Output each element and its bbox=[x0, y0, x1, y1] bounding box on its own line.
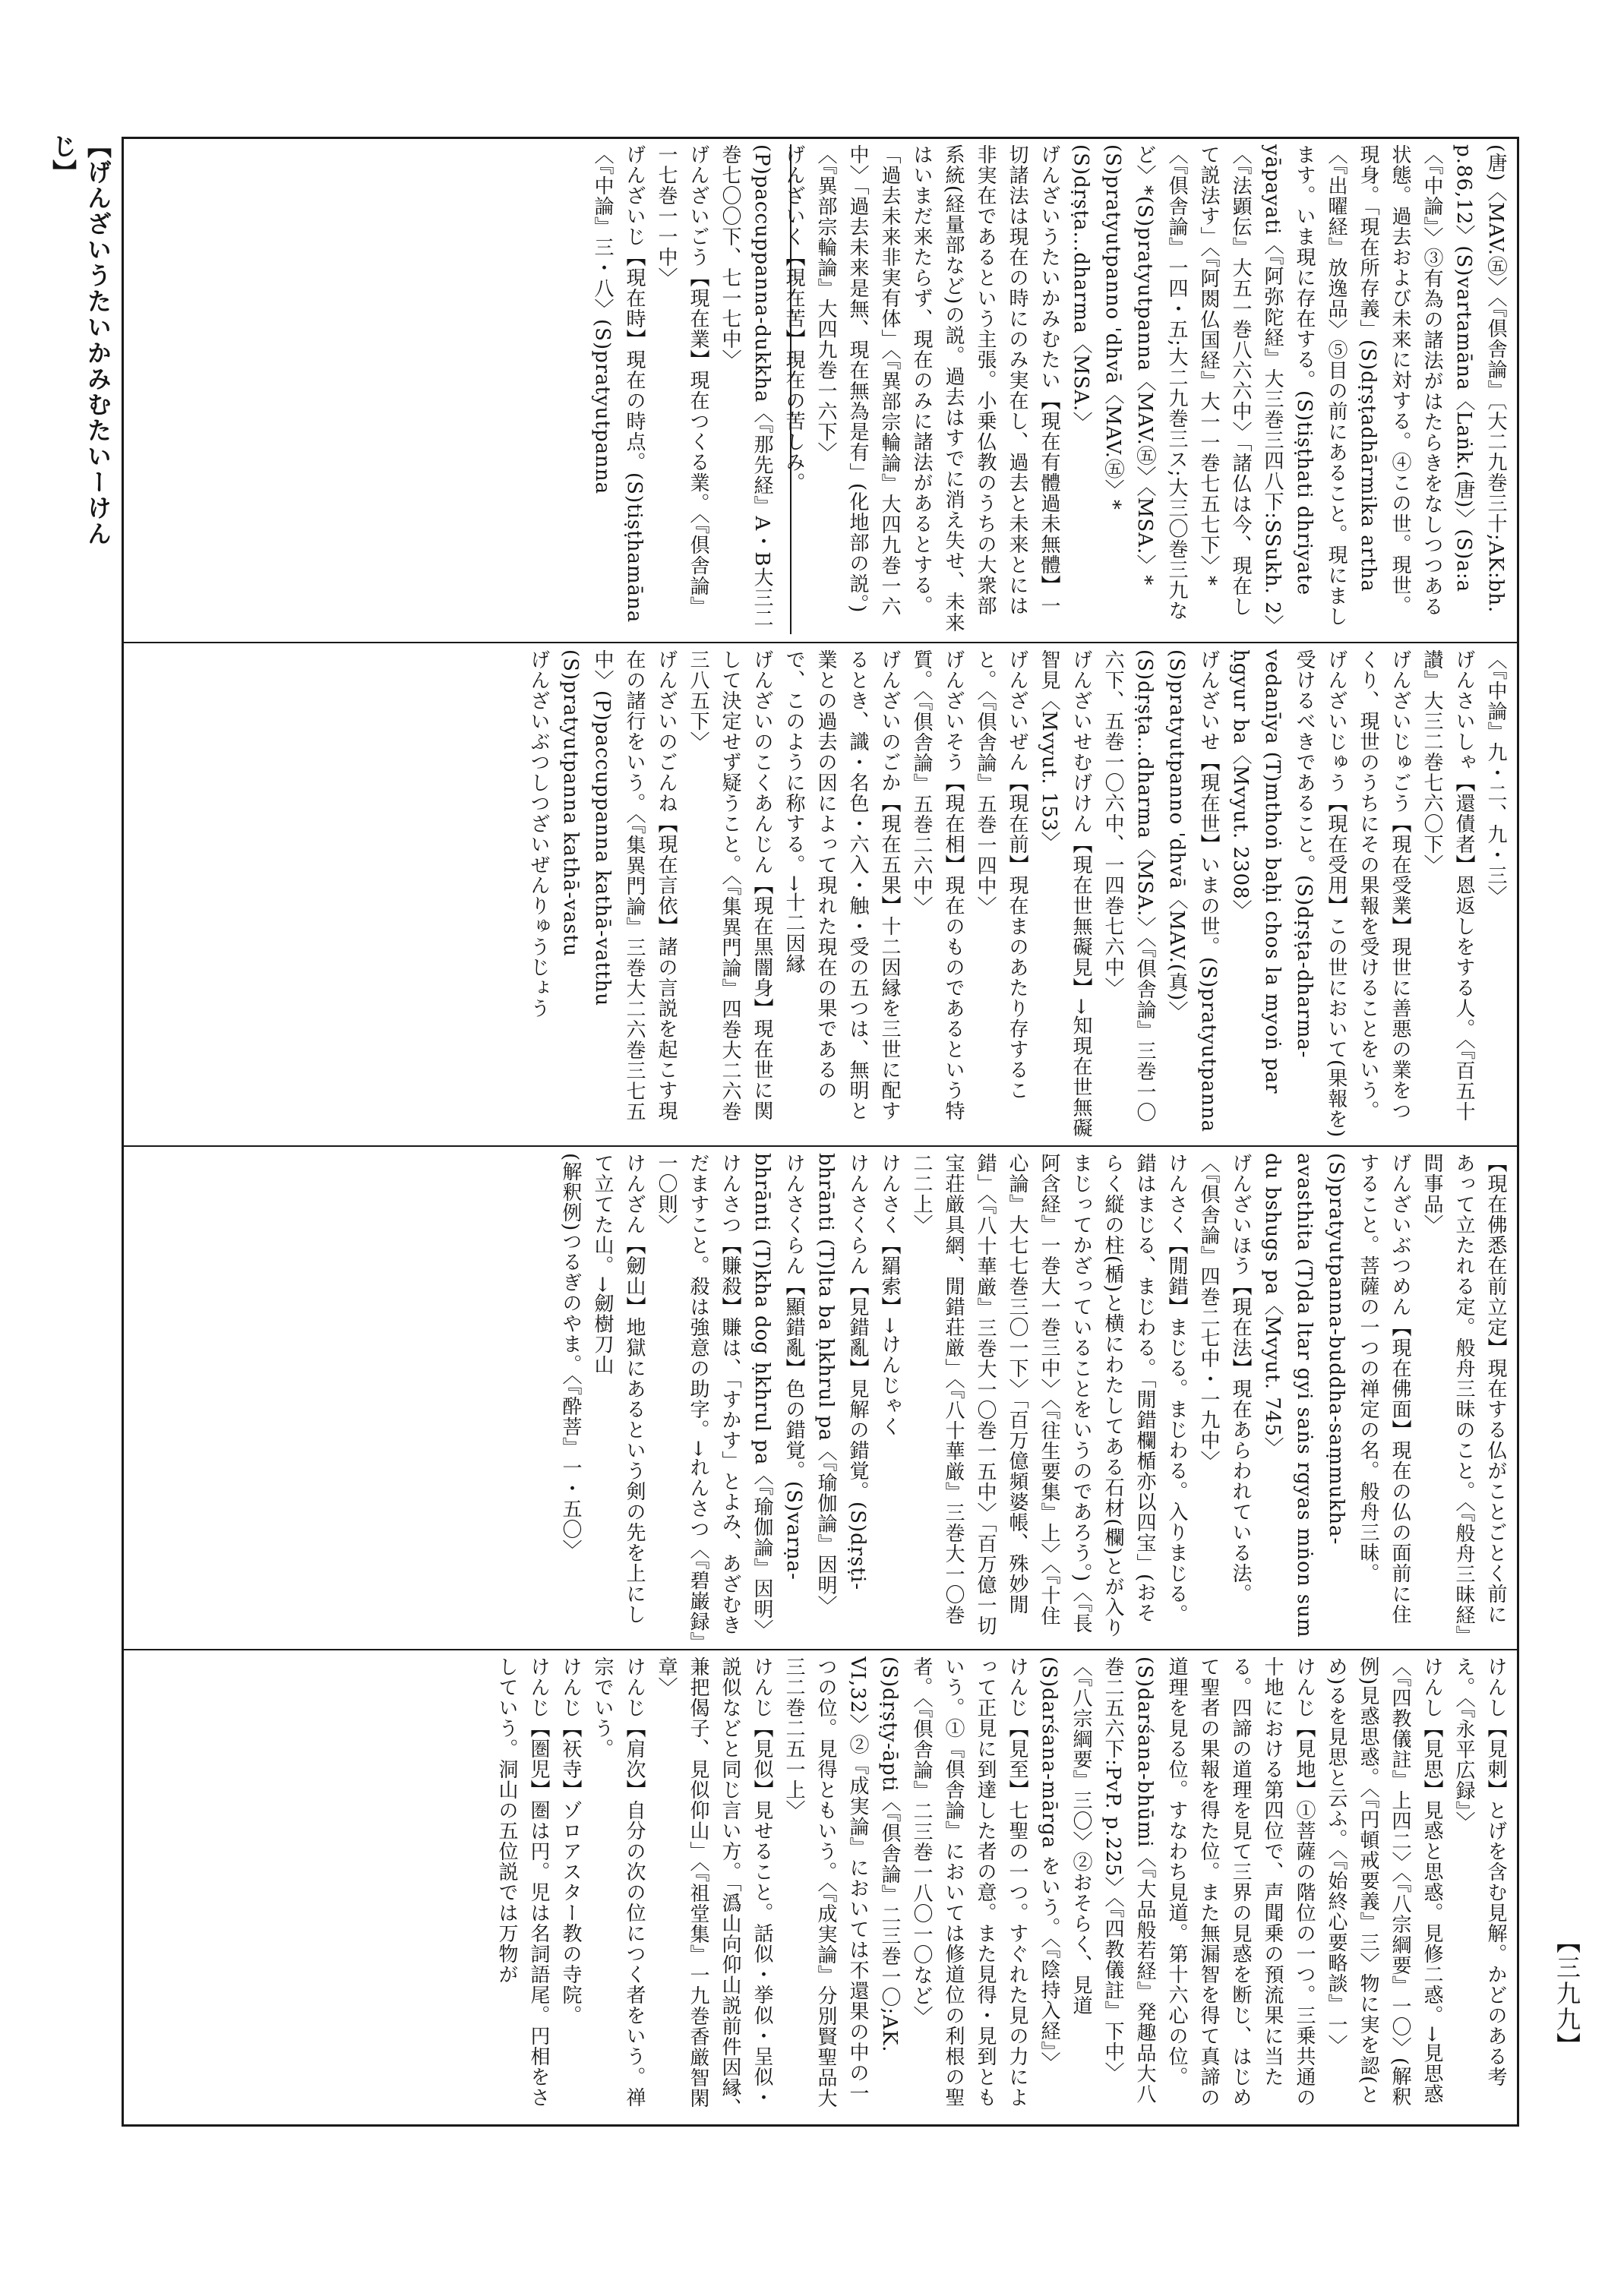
entry-genzaijugou: げんざいじゅごう【現在受業】現世に善悪の業をつくり、現世のうちにその果報を受けることをいう。 bbox=[1357, 649, 1411, 1121]
entry-kenji-3: けんじ【見似】見せること。話似・挙似・呈似・説似などと同じ言い方。「潙山向仰山説前件因縁、兼把偈子、見似仰山」〈『祖堂集』一九巻香厳智閑章〉 bbox=[655, 1656, 773, 2118]
entry-kensaku-1: けんさく【閒錯】まじる。まじわる。入りまじる。錯はまじる、まじわる。「閒錯欄楯亦以四宝」(おそらく縦の柱(楯)と横にわたしてある石材(欄)とが入りまじってかざっていることをいうのであろう。)〈『長阿含経』一巻大一巻三中〉〈『往生要集』上〉〈『十住心論』大七七巻三〇一下〉「百万億頻婆帳、殊妙閒錯」〈『八十華厳』三巻大一〇巻一五中〉「百万億一切宝荘厳具網、閒錯荘厳」〈『八十華厳』三巻大一〇巻二二上〉 bbox=[910, 1153, 1188, 1638]
entry-genzainogoka: げんざいのごか【現在五果】十二因縁を三世に配するとき、識・名色・六入・触・受の五つは、無明と業との過去の因によって現れた現在の果であるので、このように称する。→十二因縁 bbox=[782, 649, 901, 1121]
entry-genzaise: げんざいせ【現在世】いまの世。(S)pratyutpanna (S)pratyutpanno 'dhvā〈MAV.(真)〉(S)dṛṣṭa...dharma〈MSA.〉〈『倶舎論』三巻一〇六下、五巻一〇六中、一四巻七六中〉 bbox=[1101, 649, 1220, 1133]
entry-kenzan: けんざん【劒山】地獄にあるという剣の先を上にして立てた山。→劒樹刀山 bbox=[591, 1153, 646, 1625]
running-head: 【げんざいうたいかみむたいーけんじ】 bbox=[49, 134, 112, 547]
entry-genzaibutsumen: げんざいぶつめん【現在佛面】現在の仏の面前に住すること。菩薩の一つの禅定の名。般舟三昧。(S)pratyutpanna-buddha-saṃmukha-avasthita (T)da ltar gyi saṅs rgyas mṅon sum du bshugs pa〈Mvyut. 745〉 bbox=[1261, 1153, 1411, 1638]
tier-2 bbox=[129, 649, 1512, 1139]
entry: 〈『中論』九・二、九・三〉 bbox=[1484, 649, 1507, 906]
entry-kenshi-1: けんし【見刺】とげを含む見解。かどのある考え。〈『永平広録』〉 bbox=[1452, 1656, 1507, 2087]
entry-kensatsu: けんさつ【賺殺】賺は、「すかす」とよみ、あざむきだますこと。殺は強意の助字。→れんさつ〈『碧巌録』一〇則〉 bbox=[655, 1153, 741, 1643]
entry-kensakuran-2: けんさくらん【顯錯亂】色の錯覚。(S)varṇa-bhrānti (T)kha dog ḥkhrul pa〈『瑜伽論』因明〉 bbox=[750, 1153, 805, 1641]
entry-genzainokokuanjin: げんざいのこくあんじん【現在黒闇身】現在世に関して決定せず疑うこと。〈『集異門論』四巻大二六巻三八五下〉 bbox=[687, 649, 773, 1122]
entry-kenji-4: けんじ【肩次】自分の次の位につく者をいう。禅宗でいう。 bbox=[591, 1656, 646, 2108]
entry: 【現在佛悉在前立定】現在する仏がことごとく前にあって立たれる定。般舟三昧のこと。〈『般舟三昧経』問事品〉 bbox=[1420, 1153, 1507, 1636]
entry-genzaigou: げんざいごう【現在業】現在つくる業。〈『倶舎論』一七巻一一中〉 bbox=[655, 144, 709, 617]
tier-4-text bbox=[491, 1656, 1512, 2120]
entry-genzaibutsu: げんざいぶつしつざいぜんりゅうじょう bbox=[527, 649, 550, 1018]
entry-kenshi-2: けんし【見思】見惑と思惑。見修二惑。→見思惑〈『四教儀註』上四二〉〈『八宗綱要』一〇〉(解釈例)見惑思惑。〈『円頓戒要義』三〉物に実を認(とめ)るを見思と云ふ。〈『始終心要略談』一〉 bbox=[1325, 1656, 1443, 2108]
tier-2-text bbox=[523, 649, 1512, 1139]
entry-kensakuran-1: けんさくらん【見錯亂】見解の錯覚。(S)dṛṣṭi-bhrānti (T)lta ba ḥkhrul pa〈『瑜伽論』因明〉 bbox=[814, 1153, 869, 1616]
tier-3 bbox=[129, 1153, 1512, 1643]
tier-divider-1 bbox=[122, 642, 1519, 643]
entry-kenzan-example: (解釈例)つるぎのやま。〈『酔菩』一・五〇〉 bbox=[559, 1153, 582, 1561]
tier-divider-3 bbox=[122, 1649, 1519, 1650]
tier-4 bbox=[129, 1656, 1512, 2120]
entry-separator bbox=[790, 144, 791, 634]
tier-1 bbox=[129, 144, 1512, 634]
entry-genzaijuu: げんざいじゅう【現在受用】この世において(果報を)受けるべきであること。(S)dṛṣṭa-dharma-vedanīya (T)mthoṅ baḥi chos la myoṅ par ḥgyur ba〈Mvyut. 2308〉 bbox=[1229, 649, 1348, 1138]
tier-1-text bbox=[586, 144, 1512, 634]
entry: (唐)〈MAV.㊄〉〈『倶舎論』〔大二九巻三十;AK:bh. p.86,12〉(S)vartamāna〈Laṅk.(唐)〉(S)a:a〈『中論』〉③有為の諸法がはたらきをなしつつある状態。過去および未来に対する。④この世。現世。現身。「現在所存義」(S)dṛṣṭadhārmika artha〈『出曜経』放逸品〉⑤目の前にあること。現にまします。いま現に存在する。(S)tiṣṭhati dhriyate yāpayati〈『阿弥陀経』大三巻三四八下:SSukh. 2〉〈『法顕伝』大五一巻八六六中〉「諸仏は今、現在して説法す」〈『阿閦仏国経』大一一巻七五七下〉*〈『倶舎論』一四・五;大二九巻三ス;大三〇巻三九など〉*(S)pratyutpanna〈MAV.㊄〉〈MSA.〉*(S)pratyutpanno 'dhvā〈MAV.㊄〉*(S)dṛṣṭa...dharma〈MSA.〉 bbox=[1070, 144, 1507, 627]
entry-kenji-2: けんじ【見至】七聖の一つ。すぐれた見の力によって正見に到達した者の意。また見得・見到ともいう。①『倶舎論』においては修道位の利根の聖者。〈『倶舎論』二三巻一八〇一〇など〉(S)dṛṣṭy-āpti〈『倶舎論』二三巻一〇;AK. VI,32〉②『成実論』においては不還果の中の一つの位。見得ともいう。〈『成実論』分別賢聖品大三二巻二五一上〉 bbox=[782, 1656, 1028, 2108]
entry-genzaisemugeken: げんざいせむげけん【現在世無礙見】→知現在世無礙智見〈Mvyut. 153〉 bbox=[1038, 649, 1092, 1138]
tier-divider-2 bbox=[122, 1145, 1519, 1147]
entry-genzaihou: げんざいほう【現在法】現在あらわれている法。〈『倶舎論』四巻二七中・一九中〉 bbox=[1197, 1153, 1252, 1604]
entry-kenji-6: けんじ【圏児】圏は円。児は名詞語尾。円相をさしていう。洞山の五位説では万物が bbox=[495, 1656, 550, 2108]
entry-kenji-1: けんじ【見地】①菩薩の階位の一つ。三乗共通の十地における第四位で、声聞乗の預流果に当たる。四諦の道理を見て三界の見惑を断じ、はじめて聖者の果報を得た位。また無漏智を得て真諦の道理を見る位。すなわち見道。第十六心の位。(S)darśana-bhūmi〈『大品般若経』発趣品大八巻二五六下:PvP. p.225〉〈『四教儀註』下中〉〈『八宗綱要』三〇〉②おそらく、見道(S)darśana-mārga をいう。〈『陰持入経』〉 bbox=[1038, 1656, 1316, 2108]
entry-genzaizen: げんざいぜん【現在前】現在まのあたり存すること。〈『倶舎論』五巻一四中〉 bbox=[974, 649, 1028, 1101]
entry-genzaiku: げんざいく【現在苦】現在の苦しみ。(P)paccuppanna-dukkha〈『那先経』A・B大三二巻七〇〇下、七一七中〉 bbox=[719, 144, 805, 629]
entry-gensaisha: げんさいしゃ【還債者】恩返しをする人。〈『百五十讃』大三二巻七六〇下〉 bbox=[1420, 649, 1475, 1122]
entry-genzaiji: げんざいじ【現在時】現在の時点。(S)tiṣṭhamāna〈『中論』三・八〉(S)pratyutpanna bbox=[591, 144, 646, 624]
page-number: 【三九九】 bbox=[1553, 1929, 1581, 2058]
entry-genzai-utai: げんざいうたいかみむたい【現在有體過未無體】一切諸法は現在の時にのみ実在し、過去と未来とには非実在であるという主張。小乗仏教のうちの大衆部系統(経量部など)の説。過去はすでに消え失せ、未来はいまだ来たらず、現在のみに諸法があるとする。「過去未来非実有体」〈『異部宗輪論』大四九巻一六中〉「過去未来是無、現在無為是有」(化地部の説。)〈『異部宗輪論』大四九巻一六下〉 bbox=[814, 144, 1060, 633]
entry-genzainogonne: げんざいのごんね【現在言依】諸の言説を起こす現在の諸行をいう。〈『集異門論』三巻大二六巻三七五中〉(P)paccuppanna kathā-vatthu (S)pratyutpanna kathā-vastu bbox=[559, 649, 678, 1122]
entry-kenji-5: けんじ【祆寺】ゾロアスター教の寺院。 bbox=[559, 1656, 582, 2026]
entry-kensaku-2: けんさく【羂索】→けんじゃく bbox=[878, 1153, 901, 1437]
tier-3-text bbox=[554, 1153, 1512, 1643]
entry-genzaisou: げんざいそう【現在相】現在のものであるという特質。〈『倶舎論』五巻二六中〉 bbox=[910, 649, 965, 1121]
